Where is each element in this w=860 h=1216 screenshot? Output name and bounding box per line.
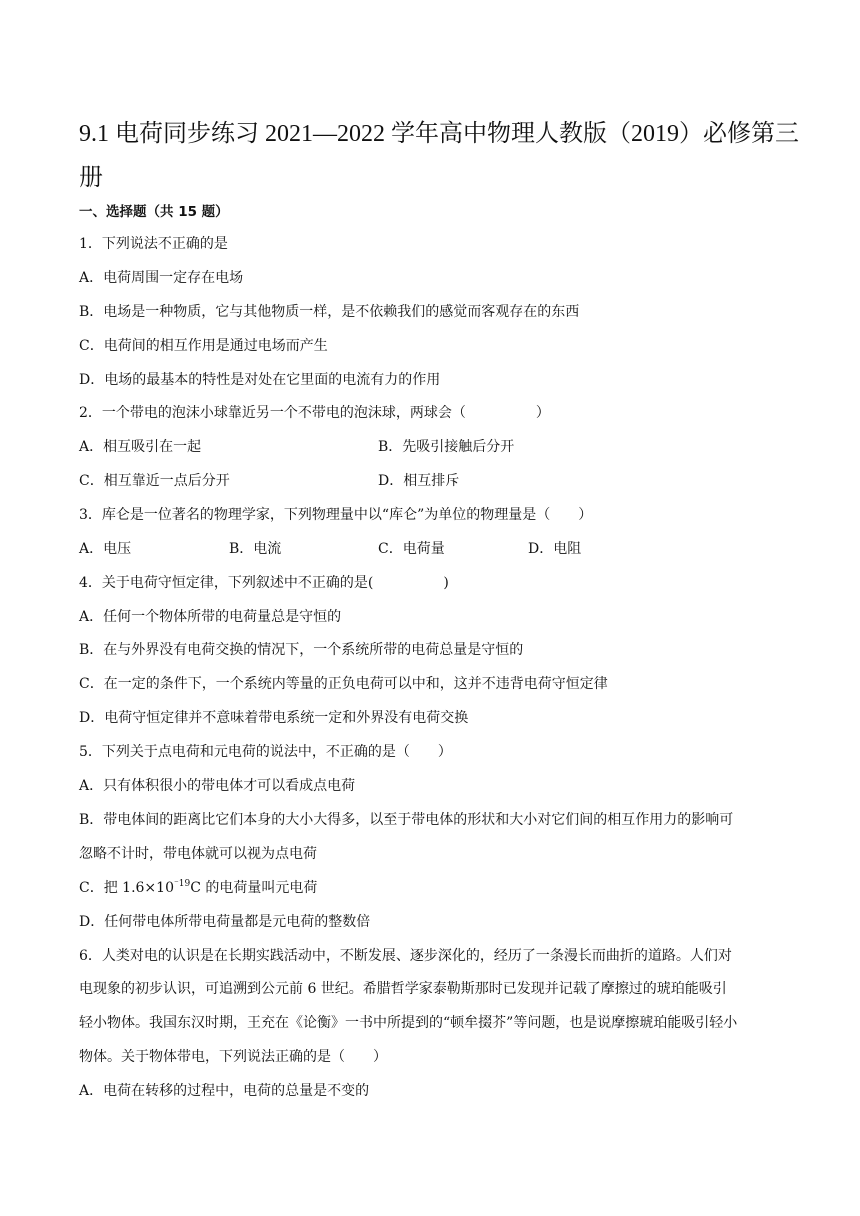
question-4-stem: 4．关于电荷守恒定律，下列叙述中不正确的是( ) — [79, 575, 449, 591]
question-2-option-d: D．相互排斥 — [378, 473, 460, 489]
question-1-option-a: A．电荷周围一定存在电场 — [79, 270, 244, 286]
title-line-1: 9.1 电荷同步练习 2021—2022 学年高中物理人教版（2019）必修第三 — [79, 121, 799, 147]
question-3-stem: 3．库仑是一位著名的物理学家，下列物理量中以“库仑”为单位的物理量是（ ） — [79, 507, 593, 523]
document-title — [79, 112, 799, 200]
question-6-stem-line-2: 电现象的初步认识，可追溯到公元前 6 世纪。希腊哲学家泰勒斯那时已发现并记载了摩擦过的琥珀能吸引 — [79, 981, 727, 997]
question-2-stem: 2．一个带电的泡沫小球靠近另一个不带电的泡沫球，两球会（ ） — [79, 405, 550, 421]
question-3-option-d: D．电阻 — [528, 541, 582, 557]
question-1-option-b: B．电场是一种物质，它与其他物质一样，是不依赖我们的感觉而客观存在的东西 — [79, 304, 580, 320]
question-2-option-a: A．相互吸引在一起 — [79, 439, 202, 455]
question-4-option-c: C．在一定的条件下，一个系统内等量的正负电荷可以中和，这并不违背电荷守恒定律 — [79, 676, 608, 692]
question-3-option-b: B．电流 — [229, 541, 282, 557]
question-5-option-a: A．只有体积很小的带电体才可以看成点电荷 — [79, 778, 356, 794]
question-5-option-b-continued: 忽略不计时，带电体就可以视为点电荷 — [79, 846, 317, 862]
exponent: ⁻19 — [173, 879, 191, 889]
option-c-unit-text: C 的电荷量叫元电荷 — [190, 880, 318, 896]
question-5-stem: 5．下列关于点电荷和元电荷的说法中，不正确的是（ ） — [79, 744, 452, 760]
question-5-option-d: D．任何带电体所带电荷量都是元电荷的整数倍 — [79, 914, 371, 930]
question-3-option-c: C．电荷量 — [378, 541, 445, 557]
option-c-text: C．把 1.6×10 — [79, 880, 174, 896]
question-6-stem-line-4: 物体。关于物体带电，下列说法正确的是（ ） — [79, 1049, 387, 1065]
question-1-stem: 1．下列说法不正确的是 — [79, 236, 228, 252]
question-6-option-a: A．电荷在转移的过程中，电荷的总量是不变的 — [79, 1083, 370, 1099]
question-3-option-a: A．电压 — [79, 541, 132, 557]
question-6-stem-line-3: 轻小物体。我国东汉时期，王充在《论衡》一书中所提到的“顿牟掇芥”等问题，也是说摩擦琥珀能吸引轻小 — [79, 1015, 738, 1031]
question-6-stem-line-1: 6．人类对电的认识是在长期实践活动中，不断发展、逐步深化的，经历了一条漫长而曲折的道路。人们对 — [79, 948, 732, 964]
question-5-option-c — [79, 877, 317, 899]
section-heading: 一、选择题（共 15 题） — [79, 204, 229, 220]
question-5-option-b: B．带电体间的距离比它们本身的大小大得多，以至于带电体的形状和大小对它们间的相互作用力的影响可 — [79, 812, 734, 828]
question-2-option-b: B．先吸引接触后分开 — [378, 439, 515, 455]
question-2-option-c: C．相互靠近一点后分开 — [79, 473, 230, 489]
question-4-option-b: B．在与外界没有电荷交换的情况下，一个系统所带的电荷总量是守恒的 — [79, 642, 524, 658]
question-1-option-c: C．电荷间的相互作用是通过电场而产生 — [79, 338, 328, 354]
question-4-option-a: A．任何一个物体所带的电荷量总是守恒的 — [79, 609, 342, 625]
title-line-2: 册 — [79, 165, 103, 191]
question-4-option-d: D．电荷守恒定律并不意味着带电系统一定和外界没有电荷交换 — [79, 710, 469, 726]
question-1-option-d: D．电场的最基本的特性是对处在它里面的电流有力的作用 — [79, 372, 441, 388]
